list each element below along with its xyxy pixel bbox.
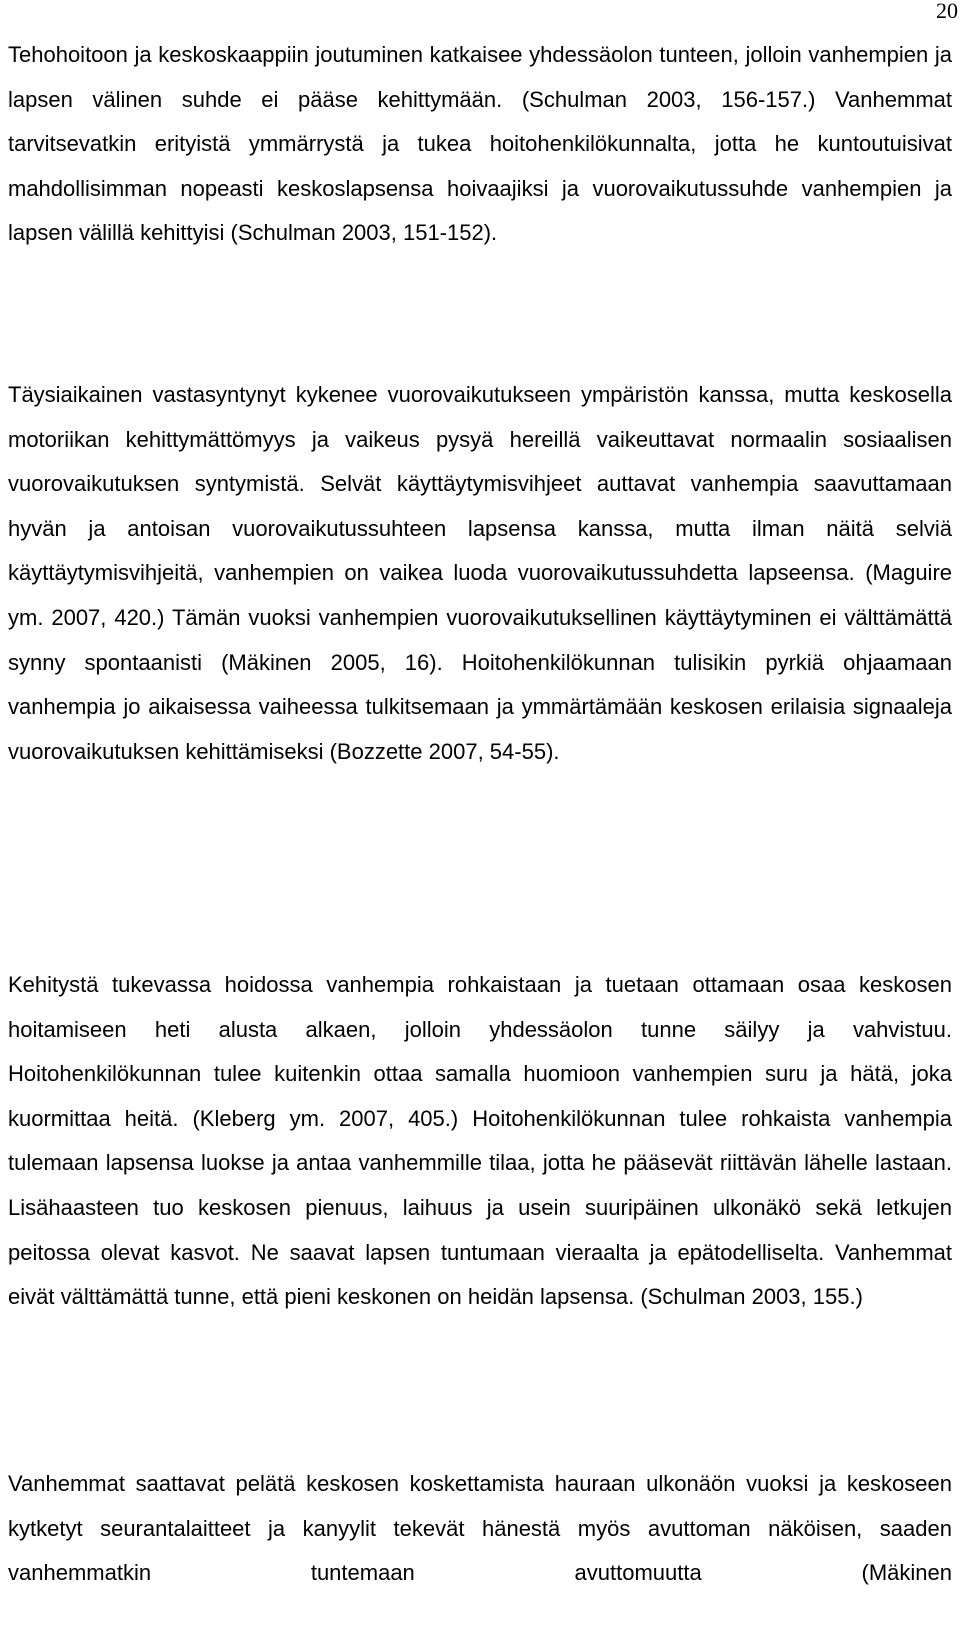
paragraph-developmental-care: Kehitystä tukevassa hoidossa vanhempia rohkaistaan ja tuetaan ottamaan osaa keskosen hoitamiseen heti alusta alkaen, jolloin yhdessäolon tunne säilyy ja vahvistuu. Hoitohenkilökunnan tulee kuitenkin ottaa samalla huomioon vanhempien suru ja hätä, joka kuormittaa heitä. (Kleberg ym. 2007, 405.) Hoitohenkilökunnan tulee rohkaista vanhempia tulemaan lapsensa luokse ja antaa vanhemmille tilaa, jotta he pääsevät riittävän lähelle lastaan. Lisähaasteen tuo keskosen pienuus, laihuus ja usein suuripäinen ulkonäkö sekä letkujen peitossa olevat kasvot. Ne saavat lapsen tuntumaan vieraalta ja epätodelliselta. Vanhemmat eivät välttämättä tunne, että pieni keskonen on heidän lapsensa. (Schulman 2003, 155.) (8, 972, 952, 1310)
page-number: 20 (936, 0, 958, 23)
paragraph-parent-fears: Vanhemmat saattavat pelätä keskosen koskettamista hauraan ulkonäön vuoksi ja keskoseen kytketyt seurantalaitteet ja kanyylit tekevät hänestä myös avuttoman näköisen, saaden vanhemmatkin tuntemaan avuttomuutta (Mäkinen (8, 1471, 952, 1586)
paragraph-interaction-cues: Täysiaikainen vastasyntynyt kykenee vuorovaikutukseen ympäristön kanssa, mutta keskosella motoriikan kehittymättömyys ja vaikeus pysyä hereillä vaikeuttavat normaalin sosiaalisen vuorovaikutuksen syntymistä. Selvät käyttäytymisvihjeet auttavat vanhempia saavuttamaan hyvän ja antoisan vuorovaikutussuhteen lapsensa kanssa, mutta ilman näitä selviä käyttäytymisvihjeitä, vanhempien on vaikea luoda vuorovaikutussuhdetta lapseensa. (Maguire ym. 2007, 420.) Tämän vuoksi vanhempien vuorovaikutuksellinen käyttäytyminen ei välttämättä synny spontaanisti (Mäkinen 2005, 16). Hoitohenkilökunnan tulisikin pyrkiä ohjaamaan vanhempia jo aikaisessa vaiheessa tulkitsemaan ja ymmärtämään keskosen erilaisia signaaleja vuorovaikutuksen kehittämiseksi (Bozzette 2007, 54-55). (8, 382, 952, 764)
paragraph-parent-bonding: Tehohoitoon ja keskoskaappiin joutuminen katkaisee yhdessäolon tunteen, jolloin vanhempien ja lapsen välinen suhde ei pääse kehittymään. (Schulman 2003, 156-157.) Vanhemmat tarvitsevatkin erityistä ymmärrystä ja tukea hoitohenkilökunnalta, jotta he kuntoutuisivat mahdollisimman nopeasti keskoslapsensa hoivaajiksi ja vuorovaikutussuhde vanhempien ja lapsen välillä kehittyisi (Schulman 2003, 151-152). (8, 42, 952, 246)
